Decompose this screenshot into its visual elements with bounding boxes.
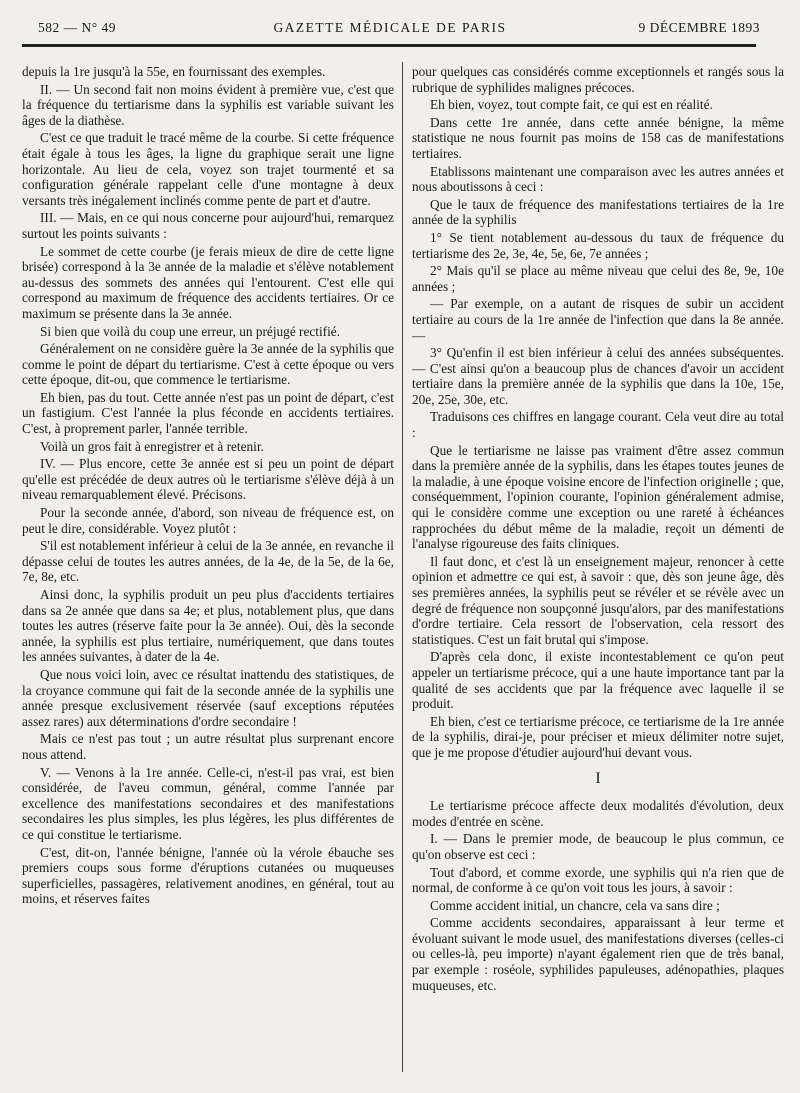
paragraph: 3° Qu'enfin il est bien inférieur à celui des années subséquentes. — C'est ainsi qu'on a beaucoup plus de chances d'avoir un accident tertiaire dans la première année de la syphilis que dans la 10e, 15e, 20e, 25e, 30e, etc. [412, 345, 784, 407]
paragraph: D'après cela donc, il existe incontestablement ce qu'on peut appeler un tertiarisme précoce, qui a une haute importance tant par la qualité de ses accidents que par la fréquence avec laquelle il se produit. [412, 649, 784, 712]
paragraph: Eh bien, c'est ce tertiarisme précoce, ce tertiarisme de la 1re année de la syphilis, dirai-je, pour préciser et mieux délimiter notre sujet, que je me propose d'étudier aujourd'hui devant vous. [412, 713, 784, 760]
page-number: 582 — N° 49 [38, 20, 117, 35]
paragraph: Comme accident initial, un chancre, cela va sans dire ; [430, 897, 720, 913]
paragraph: Comme accidents secondaires, apparaissant à leur terme et évoluant suivant le mode usuel, des manifestations diverses (celles-ci ou celles-là, peu importe) n'ayant également rien que de très banal, par exemple : roséole, syphilides papuleuses, adénopathies, plaques muqueuses, etc. [412, 915, 784, 993]
paragraph: 2° Mais qu'il se place au même niveau que celui des 8e, 9e, 10e années ; [412, 263, 784, 294]
paragraph: depuis la 1re jusqu'à la 55e, en fournissant des exemples. [22, 64, 326, 79]
paragraph: II. — Un second fait non moins évident à première vue, c'est que la fréquence du tertiarisme dans la syphilis est variable suivant les âges de la diathèse. [22, 81, 394, 128]
paragraph: Etablissons maintenant une comparaison avec les autres années et nous aboutissons à ceci : [412, 163, 784, 195]
paragraph: Dans cette 1re année, dans cette année bénigne, la même statistique ne nous fournit pas moins de 158 cas de manifestations tertiaires. [412, 114, 784, 161]
paragraph: I. — Dans le premier mode, de beaucoup le plus commun, ce qu'on observe est ceci : [412, 831, 784, 862]
paragraph: Que nous voici loin, avec ce résultat inattendu des statistiques, de la croyance commune qui fait de la seconde année de la syphilis une année presque exclusivement réservée (sauf exceptions réputées assez rares) aux déterminations d'ordre secondaire ! [22, 666, 394, 729]
paragraph: Ainsi donc, la syphilis produit un peu plus d'accidents tertiaires dans sa 2e année que dans sa 4e; et plus, notablement plus, que dans toutes les autres (réserve faite pour la 3e année). Oui, dès la seconde année, la syphilis est plus tertiaire, numériquement, que dans toutes les années suivantes, à dater de la 4e. [22, 587, 394, 665]
journal-title: GAZETTE MÉDICALE DE PARIS [273, 20, 507, 35]
paragraph: 1° Se tient notablement au-dessous du taux de fréquence du tertiarisme des 2e, 3e, 4e, 5e, 6e, 7e années ; [412, 229, 784, 261]
header-rule [22, 44, 756, 47]
column-divider [402, 62, 403, 1072]
paragraph: C'est ce que traduit le tracé même de la courbe. Si cette fréquence était égale à tous les âges, la ligne du graphique serait une ligne horizontale. Au lieu de cela, voyez son trajet tourmenté et sa configuration générale rappelant celle d'une montagne à deux versants très inégalement inclinés comme pente de part et d'autre. [22, 130, 394, 208]
paragraph: Voilà un gros fait à enregistrer et à retenir. [40, 438, 264, 454]
paragraph: Généralement on ne considère guère la 3e année de la syphilis que comme le point de départ du tertiarisme. C'est à cette époque ou vers cette époque, dit-ou, que commence le tertiarisme. [22, 341, 394, 388]
paragraph: — Par exemple, on a autant de risques de subir un accident tertiaire au cours de la 1re année de l'infection que dans la 8e année. — [412, 296, 784, 343]
paragraph: Le tertiarisme précoce affecte deux modalités d'évolution, deux modes d'entrée en scène. [412, 798, 784, 829]
paragraph: Il faut donc, et c'est là un enseignement majeur, renoncer à cette opinion et admettre ce qui est, à savoir : que, dès son jeune âge, dès ses premières années, la syphilis peut se révéler et se révèle avec un degré de fréquence non soupçonné jusqu'alors, par des manifestations d'ordre tertiaire. Cela ressort de l'observation, cela ressort des statistiques. C'est un fait brutal qui s'impose. [412, 553, 784, 647]
paragraph: V. — Venons à la 1re année. Celle-ci, n'est-il pas vrai, est bien considérée, de l'aveu commun, général, comme l'année par excellence des manifestations secondaires et des manifestations secondaires les plus simples, les plus légères, les plus différentes de ce qui constitue le tertiarisme. [22, 764, 394, 842]
page-header [20, 18, 760, 40]
paragraph: Tout d'abord, et comme exorde, une syphilis qui n'a rien que de normal, de conforme à ce qu'on voit tous les jours, à savoir : [412, 864, 784, 896]
issue-date: 9 DÉCEMBRE 1893 [638, 20, 760, 35]
paragraph: Que le tertiarisme ne laisse pas vraiment d'être assez commun dans la première année de la syphilis, dans les étapes toutes jeunes de la maladie, à une époque voisine encore de l'infection originelle ; que, conséquemment, l'opinion courante, l'opinion généralement admise, qui le considère comme une exception ou une rareté à échéances rapprochées du début même de la maladie, reçoit un démenti de l'analyse rigoureuse des faits cliniques. [412, 442, 784, 552]
paragraph: Eh bien, voyez, tout compte fait, ce qui est en réalité. [430, 97, 713, 113]
paragraph: Traduisons ces chiffres en langage courant. Cela veut dire au total : [412, 409, 784, 441]
left-column [22, 64, 394, 909]
paragraph: Que le taux de fréquence des manifestations tertiaires de la 1re année de la syphilis [412, 196, 784, 228]
paragraph: Si bien que voilà du coup une erreur, un préjugé rectifié. [40, 323, 341, 339]
paragraph: Le sommet de cette courbe (je ferais mieux de dire de cette ligne brisée) correspond à la 3e année de la maladie et s'élève notablement au-dessus des sommets des années qui l'entourent. C'est elle qui correspond au maximum de fréquence des accidents tertiaires. Or ce maximum se présente dans la 3e année. [22, 243, 394, 321]
paragraph: Pour la seconde année, d'abord, son niveau de fréquence est, on peut le dire, considérable. Voyez plutôt : [22, 505, 394, 536]
paragraph: Eh bien, pas du tout. Cette année n'est pas un point de départ, c'est un fastigium. C'est l'année la plus féconde en accidents tertiaires. C'est, à proprement parler, l'année terrible. [22, 389, 394, 437]
paragraph: S'il est notablement inférieur à celui de la 3e année, en revanche il dépasse celui de toutes les autres années, de la 4e, de la 5e, de la 6e, 7e, 8e, etc. [22, 538, 394, 585]
paragraph: IV. — Plus encore, cette 3e année est si peu un point de départ qu'elle est précédée de deux autres où le tertiarisme s'élève déjà à un niveau remarquablement élevé. Précisons. [22, 456, 394, 503]
section-heading: I [595, 769, 601, 787]
paragraph: III. — Mais, en ce qui nous concerne pour aujourd'hui, remarquez surtout les points suivants : [22, 210, 394, 241]
paragraph: Mais ce n'est pas tout ; un autre résultat plus surprenant encore nous attend. [22, 731, 394, 762]
right-column [412, 64, 784, 995]
paragraph: C'est, dit-on, l'année bénigne, l'année où la vérole ébauche ses premiers coups sous forme d'éruptions cutanées ou muqueuses superficielles, passagères, relativement anodines, en général, tout au moins, et réserves faites [22, 844, 394, 907]
paragraph: pour quelques cas considérés comme exceptionnels et rangés sous la rubrique de syphilides malignes précoces. [412, 64, 784, 95]
